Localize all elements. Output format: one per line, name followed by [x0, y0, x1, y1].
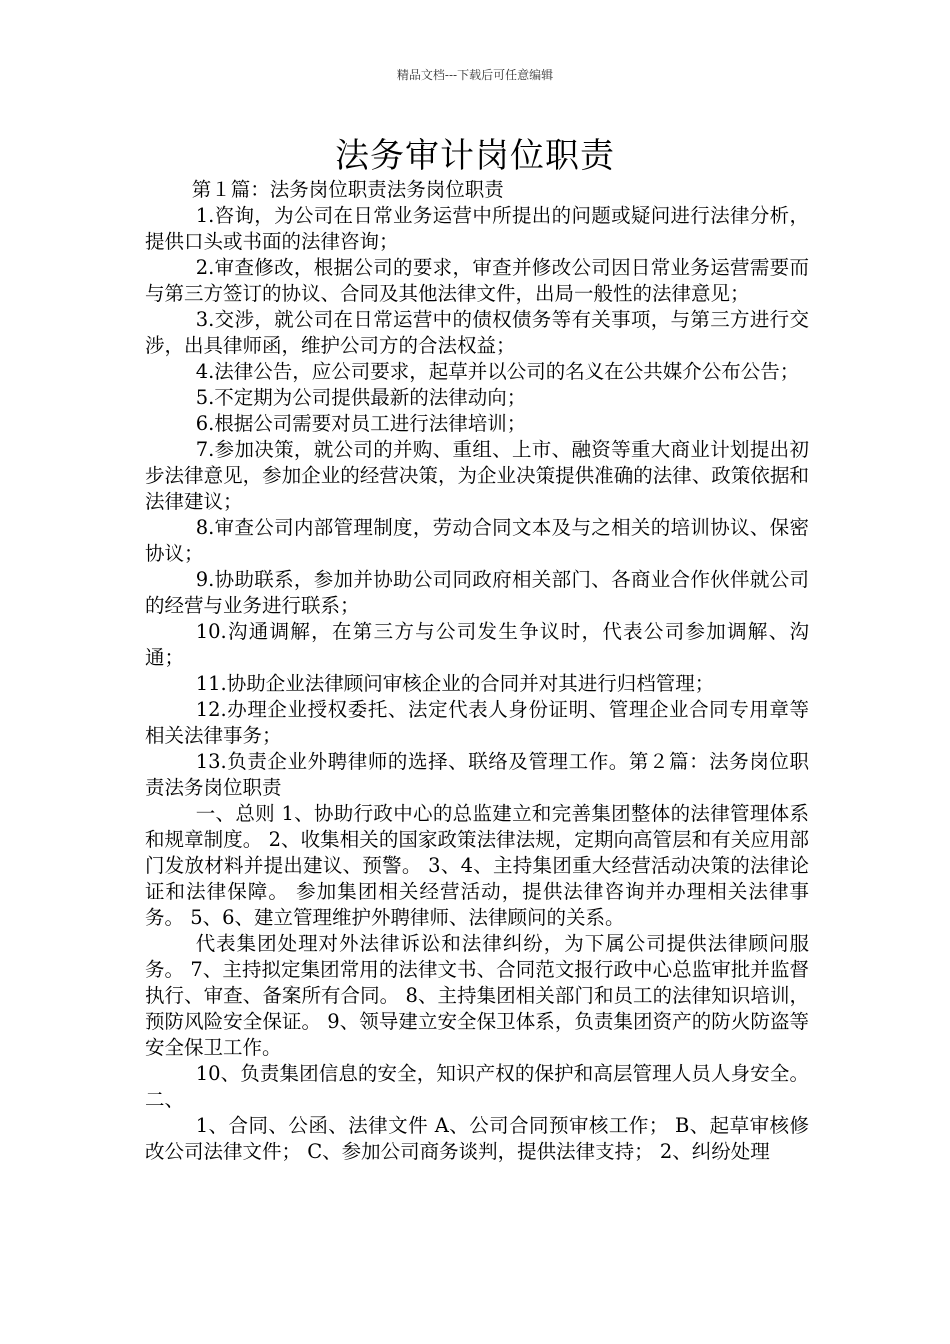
document-body [145, 177, 809, 1165]
paragraph: 11.协助企业法律顾问审核企业的合同并对其进行归档管理； [195, 672, 715, 695]
paragraph: 3.交涉，就公司在日常运营中的债权债务等有关事项，与第三方进行交涉，出具律师函，维护公司方的合法权益； [145, 308, 809, 357]
paragraph: 6.根据公司需要对员工进行法律培训； [195, 412, 527, 435]
paragraph: 10.沟通调解，在第三方与公司发生争议时，代表公司参加调解、沟通； [145, 620, 809, 669]
paragraph: 1、合同、公函、法律文件 A、公司合同预审核工作； B、起草审核修改公司法律文件； C、参加公司商务谈判，提供法律支持； 2、纠纷处理 [145, 1114, 809, 1163]
paragraph: 10、负责集团信息的安全，知识产权的保护和高层管理人员人身安全。 二、 [145, 1062, 809, 1111]
paragraph: 1.咨询，为公司在日常业务运营中所提出的问题或疑问进行法律分析，提供口头或书面的法律咨询； [145, 204, 809, 253]
paragraph: 2.审查修改，根据公司的要求，审查并修改公司因日常业务运营需要而与第三方签订的协议、合同及其他法律文件，出局一般性的法律意见； [145, 256, 809, 305]
paragraph: 12.办理企业授权委托、法定代表人身份证明、管理企业合同专用章等相关法律事务； [145, 698, 809, 747]
paragraph: 第１篇：法务岗位职责法务岗位职责 [191, 178, 504, 201]
paragraph: 5.不定期为公司提供最新的法律动向； [195, 386, 527, 409]
document-title: 法务审计岗位职责 [335, 136, 615, 176]
paragraph: 4.法律公告，应公司要求，起草并以公司的名义在公共媒介公布公告； [195, 360, 800, 383]
paragraph: 7.参加决策，就公司的并购、重组、上市、融资等重大商业计划提出初步法律意见，参加企业的经营决策，为企业决策提供准确的法律、政策依据和法律建议； [145, 438, 809, 513]
paragraph: 9.协助联系，参加并协助公司同政府相关部门、各商业合作伙伴就公司的经营与业务进行联系； [145, 568, 809, 617]
page-header: 精品文档---下载后可任意编辑 [396, 68, 554, 82]
paragraph: 8.审查公司内部管理制度，劳动合同文本及与之相关的培训协议、保密协议； [145, 516, 809, 565]
paragraph: 13.负责企业外聘律师的选择、联络及管理工作。第２篇：法务岗位职责法务岗位职责 [145, 750, 809, 799]
paragraph: 一、总则 1、协助行政中心的总监建立和完善集团整体的法律管理体系和规章制度。 2、收集相关的国家政策法律法规，定期向高管层和有关应用部门发放材料并提出建议、预警。 3、4、主持集团重大经营活动决策的法律论证和法律保障。 参加集团相关经营活动，提供法律咨询并办理相关法律事务。 5、6、建立管理维护外聘律师、法律顾问的关系。 [145, 802, 809, 929]
paragraph: 代表集团处理对外法律诉讼和法律纠纷，为下属公司提供法律顾问服务。 7、主持拟定集团常用的法律文书、合同范文报行政中心总监审批并监督执行、审查、备案所有合同。 8、主持集团相关部门和员工的法律知识培训，预防风险安全保证。 9、领导建立安全保卫体系，负责集团资产的防火防盗等安全保卫工作。 [145, 932, 809, 1059]
